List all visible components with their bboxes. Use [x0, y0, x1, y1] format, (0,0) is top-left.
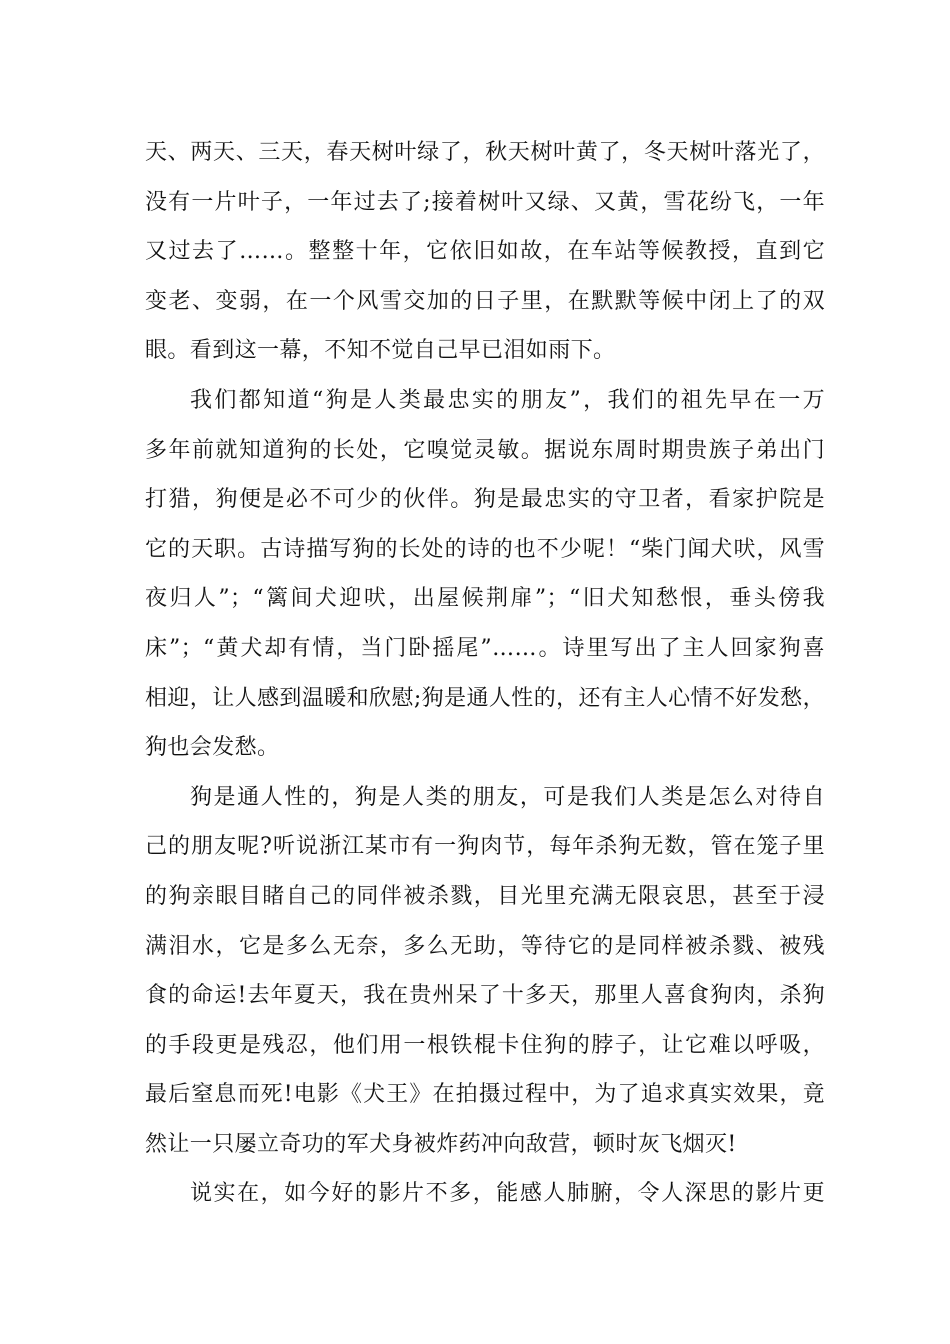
paragraph-line: 满泪水，它是多么无奈，多么无助，等待它的是同样被杀戮、被残 [145, 933, 825, 959]
paragraph-line: 食的命运!去年夏天，我在贵州呆了十多天，那里人喜食狗肉，杀狗 [145, 983, 825, 1009]
paragraph-line: 天、两天、三天，春天树叶绿了，秋天树叶黄了，冬天树叶落光了， [145, 140, 825, 165]
paragraph-line: 然让一只屡立奇功的军犬身被炸药冲向敌营，顿时灰飞烟灭! [145, 1131, 737, 1157]
paragraph-line: 打猎，狗便是必不可少的伙伴。狗是最忠实的守卫者，看家护院是 [145, 487, 825, 513]
paragraph-line: 相迎，让人感到温暖和欣慰;狗是通人性的，还有主人心情不好发愁， [145, 685, 825, 711]
paragraph-line: 夜归人”；“篱间犬迎吠，出屋候荆扉”；“旧犬知愁恨，垂头傍我 [145, 586, 825, 612]
paragraph-line: 最后窒息而死!电影《犬王》在拍摄过程中，为了追求真实效果，竟 [145, 1082, 825, 1108]
paragraph-line: 没有一片叶子，一年过去了;接着树叶又绿、又黄，雪花纷飞，一年 [145, 189, 825, 215]
paragraph-line: 说实在，如今好的影片不多，能感人肺腑，令人深思的影片更 [190, 1181, 825, 1207]
paragraph-1 [145, 128, 825, 376]
paragraph-line: 的手段更是残忍，他们用一根铁棍卡住狗的脖子，让它难以呼吸， [145, 1032, 825, 1058]
paragraph-line: 变老、变弱，在一个风雪交加的日子里，在默默等候中闭上了的双 [145, 288, 825, 314]
paragraph-line: 多年前就知道狗的长处，它嗅觉灵敏。据说东周时期贵族子弟出门 [145, 437, 825, 463]
paragraph-line: 的狗亲眼目睹自己的同伴被杀戮，目光里充满无限哀思，甚至于浸 [145, 883, 825, 909]
paragraph-line: 又过去了……。整整十年，它依旧如故，在车站等候教授，直到它 [145, 239, 825, 265]
article-body [145, 128, 825, 1219]
paragraph-2 [145, 376, 825, 773]
paragraph-line: 我们都知道“狗是人类最忠实的朋友”，我们的祖先早在一万 [190, 387, 825, 413]
paragraph-line: 己的朋友呢?听说浙江某市有一狗肉节，每年杀狗无数，管在笼子里 [145, 834, 825, 860]
paragraph-line: 眼。看到这一幕，不知不觉自己早已泪如雨下。 [145, 338, 616, 364]
paragraph-line: 狗是通人性的，狗是人类的朋友，可是我们人类是怎么对待自 [190, 784, 825, 810]
paragraph-4 [145, 1169, 825, 1219]
paragraph-line: 床”；“黄犬却有情，当门卧摇尾”……。诗里写出了主人回家狗喜 [145, 635, 825, 661]
paragraph-3 [145, 773, 825, 1170]
paragraph-line: 它的天职。古诗描写狗的长处的诗的也不少呢！“柴门闻犬吠，风雪 [145, 536, 825, 562]
paragraph-line: 狗也会发愁。 [145, 735, 280, 761]
